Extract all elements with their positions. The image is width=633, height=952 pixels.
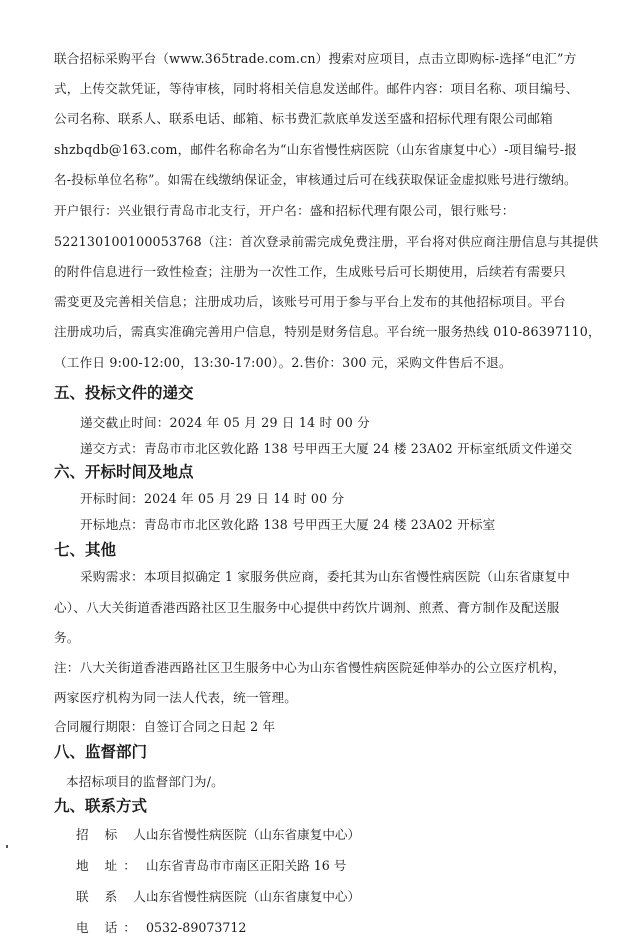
body-line: 开户银行：兴业银行青岛市北支行，开户名：盛和招标代理有限公司，银行账号： [54, 203, 515, 218]
procurement-requirement-cont: 心）、八大关街道香港西路社区卫生服务中心提供中药饮片调剂、煎煮、膏方制作及配送服 [54, 600, 560, 615]
note-line-cont: 两家医疗机构为同一法人代表，统一管理。 [54, 690, 298, 705]
contact-value-address: 山东省青岛市市南区正阳关路 16 号 [146, 858, 347, 873]
contact-label-person: 联 系 人： [76, 889, 171, 904]
contact-label-tenderer: 招 标 人： [76, 827, 171, 842]
procurement-requirement-end: 务。 [54, 630, 80, 645]
section-heading-supervision: 八、监督部门 [54, 743, 148, 761]
contact-value-tenderer: 山东省慢性病医院（山东省康复中心） [146, 827, 361, 842]
body-line: 注册成功后，需真实准确完善用户信息，特别是财务信息。平台统一服务热线 010-86397110， [54, 324, 601, 339]
body-line: 联合招标采购平台（www.365trade.com.cn）搜索对应项目，点击立即购标-选择“电汇”方 [54, 51, 577, 66]
opening-time: 开标时间：2024 年 05 月 29 日 14 时 00 分 [80, 491, 345, 506]
body-line: 需变更及完善相关信息；注册成功后，该账号可用于参与平台上发布的其他招标项目。平台 [54, 294, 566, 309]
body-line: 的附件信息进行一致性检查；注册为一次性工作，生成账号后可长期使用，后续若有需要只 [54, 264, 566, 279]
section-heading-other: 七、其他 [54, 541, 117, 559]
contact-label-phone: 电 话： [76, 920, 142, 935]
body-line: 名-投标单位名称”。如需在线缴纳保证金，审核通过后可在线获取保证金虚拟账号进行缴纳。 [54, 172, 577, 187]
note-line: 注：八大关街道香港西路社区卫生服务中心为山东省慢性病医院延伸举办的公立医疗机构， [54, 660, 566, 675]
contact-label-address: 地 址： [76, 858, 142, 873]
contact-value-phone: 0532-89073712 [146, 920, 247, 935]
body-line: 式，上传交款凭证，等待审核，同时将相关信息发送邮件。邮件内容：项目名称、项目编号、 [54, 81, 579, 96]
section-heading-contact: 九、联系方式 [54, 797, 148, 815]
scan-speck [6, 845, 8, 848]
submission-deadline: 递交截止时间：2024 年 05 月 29 日 14 时 00 分 [80, 415, 370, 430]
contact-value-person: 山东省慢性病医院（山东省康复中心） [146, 889, 361, 904]
opening-place: 开标地点：青岛市市北区敦化路 138 号甲西王大厦 24 楼 23A02 开标室 [80, 517, 496, 532]
contract-period: 合同履行期限：自签订合同之日起 2 年 [54, 719, 276, 734]
section-heading-opening: 六、开标时间及地点 [54, 463, 194, 481]
body-line: 公司名称、联系人、联系电话、邮箱、标书费汇款底单发送至盛和招标代理有限公司邮箱 [54, 111, 553, 126]
body-line: （工作日 9:00-12:00，13:30-17:00）。2.售价：300 元，采购文件售后不退。 [54, 355, 512, 370]
section-heading-submission: 五、投标文件的递交 [54, 384, 194, 402]
body-line: shzbqdb@163.com，邮件名称命名为“山东省慢性病医院（山东省康复中心）-项目编号-报 [54, 142, 578, 157]
procurement-requirement: 采购需求：本项目拟确定 1 家服务供应商，委托其为山东省慢性病医院（山东省康复中 [80, 569, 570, 584]
supervision-text: 本招标项目的监督部门为/。 [66, 774, 224, 789]
body-line: 522130100100053768（注：首次登录前需完成免费注册，平台将对供应商注册信息与其提供 [54, 234, 599, 249]
submission-method: 递交方式：青岛市市北区敦化路 138 号甲西王大厦 24 楼 23A02 开标室纸质文件递交 [80, 441, 573, 456]
